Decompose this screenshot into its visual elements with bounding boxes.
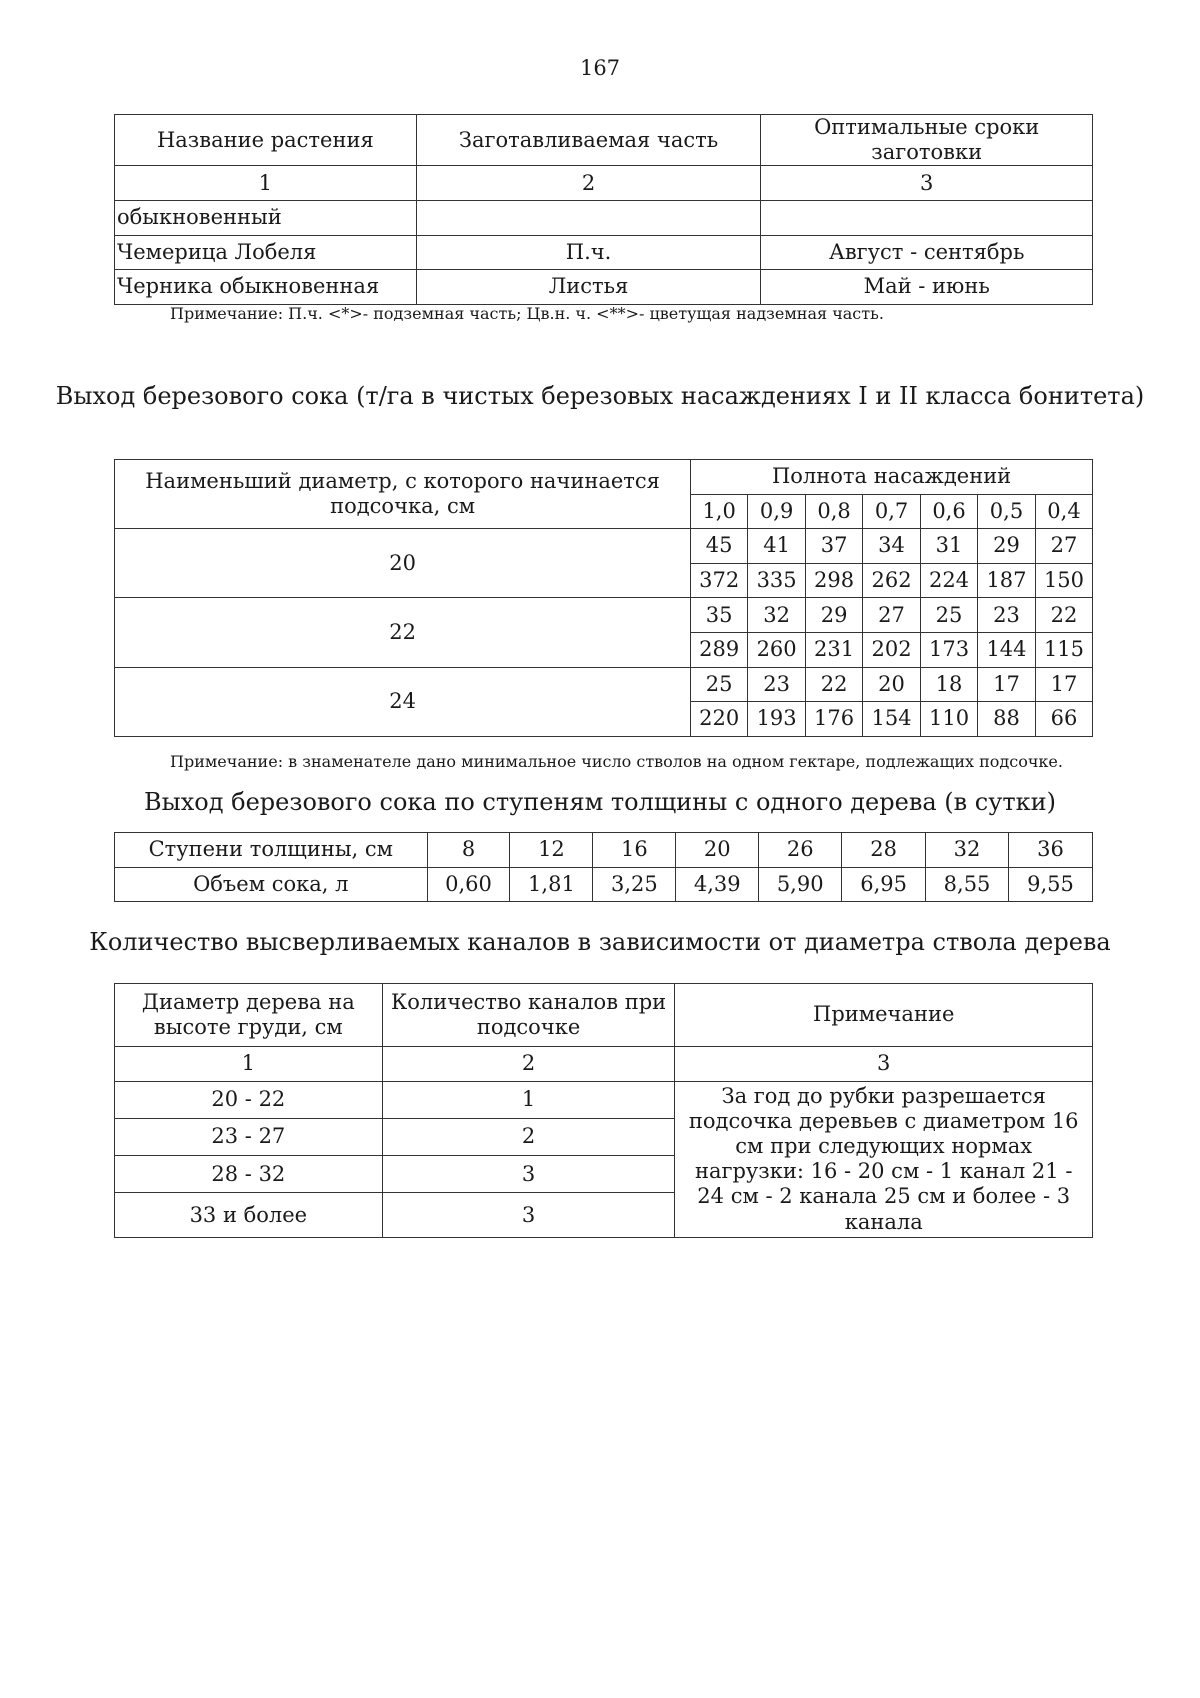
yield-cell: 18	[921, 667, 978, 702]
yield-cell: 45	[691, 529, 748, 564]
thickness-value: 28	[842, 833, 926, 868]
header-plant-name: Название растения	[115, 115, 417, 166]
period-cell	[761, 200, 1093, 235]
table-row	[115, 200, 1093, 235]
density-value: 0,7	[863, 494, 921, 529]
part-cell	[416, 200, 761, 235]
column-number: 3	[761, 166, 1093, 201]
yield-cell: 41	[748, 529, 806, 564]
trunk-count-cell: 193	[748, 702, 806, 737]
diameter-cell: 24	[115, 667, 691, 736]
thickness-value: 16	[593, 833, 676, 868]
header-remark: Примечание	[675, 984, 1093, 1047]
table-row	[115, 1081, 1093, 1118]
diameter-cell: 20	[115, 529, 691, 598]
plants-table	[114, 114, 1093, 305]
sap-volume-label: Объем сока, л	[115, 867, 428, 902]
density-value: 0,8	[806, 494, 863, 529]
trunk-count-cell: 154	[863, 702, 921, 737]
diameter-range-cell: 20 - 22	[115, 1081, 383, 1118]
trunk-count-cell: 88	[978, 702, 1036, 737]
table-row	[115, 598, 1093, 633]
table-header-row	[115, 460, 1093, 495]
thickness-value: 36	[1009, 833, 1093, 868]
column-number: 1	[115, 166, 417, 201]
column-number: 3	[675, 1047, 1093, 1082]
table-row	[115, 235, 1093, 270]
part-cell: Листья	[416, 270, 761, 305]
header-harvest-period: Оптимальные сроки заготовки	[761, 115, 1093, 166]
yield-cell: 29	[978, 529, 1036, 564]
trunk-count-cell: 187	[978, 563, 1036, 598]
table-header-row	[115, 984, 1093, 1047]
yield-cell: 29	[806, 598, 863, 633]
yield-cell: 27	[863, 598, 921, 633]
plant-name-cell: обыкновенный	[115, 200, 417, 235]
sap-yield-table	[114, 459, 1093, 737]
table-number-row	[115, 1047, 1093, 1082]
table-row	[115, 529, 1093, 564]
period-cell: Август - сентябрь	[761, 235, 1093, 270]
yield-cell: 34	[863, 529, 921, 564]
diameter-range-cell: 23 - 27	[115, 1118, 383, 1155]
density-value: 0,6	[921, 494, 978, 529]
density-value: 0,5	[978, 494, 1036, 529]
thickness-table	[114, 832, 1093, 902]
thickness-label: Ступени толщины, см	[115, 833, 428, 868]
plants-table-note: Примечание: П.ч. <*>- подземная часть; Цв.н. ч. <**>- цветущая надземная часть.	[170, 304, 884, 323]
trunk-count-cell: 335	[748, 563, 806, 598]
sap-yield-heading: Выход березового сока (т/га в чистых березовых насаждениях I и II класса бонитета)	[55, 382, 1145, 410]
trunk-count-cell: 110	[921, 702, 978, 737]
table-row	[115, 667, 1093, 702]
header-channel-count: Количество каналов при подсочке	[382, 984, 675, 1047]
header-harvested-part: Заготавливаемая часть	[416, 115, 761, 166]
channel-count-cell: 1	[382, 1081, 675, 1118]
density-value: 0,9	[748, 494, 806, 529]
yield-cell: 22	[806, 667, 863, 702]
trunk-count-cell: 66	[1035, 702, 1092, 737]
trunk-count-cell: 144	[978, 632, 1036, 667]
column-number: 2	[382, 1047, 675, 1082]
trunk-count-cell: 260	[748, 632, 806, 667]
diameter-cell: 22	[115, 598, 691, 667]
yield-cell: 17	[1035, 667, 1092, 702]
thickness-value: 26	[759, 833, 842, 868]
header-tree-diameter: Диаметр дерева на высоте груди, см	[115, 984, 383, 1047]
channel-count-cell: 3	[382, 1193, 675, 1237]
trunk-count-cell: 115	[1035, 632, 1092, 667]
column-number: 2	[416, 166, 761, 201]
yield-cell: 25	[691, 667, 748, 702]
header-min-diameter: Наименьший диаметр, с которого начинается подсочка, см	[115, 460, 691, 529]
column-number: 1	[115, 1047, 383, 1082]
sap-volume-value: 4,39	[676, 867, 759, 902]
trunk-count-cell: 224	[921, 563, 978, 598]
yield-cell: 25	[921, 598, 978, 633]
yield-cell: 35	[691, 598, 748, 633]
header-stand-density: Полнота насаждений	[691, 460, 1093, 495]
sap-volume-value: 0,60	[427, 867, 510, 902]
yield-cell: 20	[863, 667, 921, 702]
period-cell: Май - июнь	[761, 270, 1093, 305]
density-value: 1,0	[691, 494, 748, 529]
sap-table-note: Примечание: в знаменателе дано минимальное число стволов на одном гектаре, подлежащих подсочке.	[170, 752, 1063, 771]
table-row	[115, 867, 1093, 902]
thickness-heading: Выход березового сока по ступеням толщины с одного дерева (в сутки)	[144, 788, 1056, 816]
trunk-count-cell: 202	[863, 632, 921, 667]
channel-count-cell: 3	[382, 1156, 675, 1193]
trunk-count-cell: 150	[1035, 563, 1092, 598]
yield-cell: 22	[1035, 598, 1092, 633]
sap-volume-value: 1,81	[510, 867, 593, 902]
trunk-count-cell: 289	[691, 632, 748, 667]
sap-volume-value: 6,95	[842, 867, 926, 902]
diameter-range-cell: 28 - 32	[115, 1156, 383, 1193]
trunk-count-cell: 372	[691, 563, 748, 598]
sap-volume-value: 5,90	[759, 867, 842, 902]
yield-cell: 37	[806, 529, 863, 564]
yield-cell: 27	[1035, 529, 1092, 564]
channel-count-cell: 2	[382, 1118, 675, 1155]
trunk-count-cell: 220	[691, 702, 748, 737]
channels-heading: Количество высверливаемых каналов в зависимости от диаметра ствола дерева	[89, 928, 1111, 956]
thickness-value: 32	[926, 833, 1009, 868]
remark-cell: За год до рубки разрешается подсочка деревьев с диаметром 16 см при следующих нормах нагрузки: 16 - 20 см - 1 канал 21 - 24 см - 2 канала 25 см и более - 3 канала	[675, 1081, 1093, 1237]
plant-name-cell: Чемерица Лобеля	[115, 235, 417, 270]
page-number: 167	[579, 56, 621, 80]
thickness-value: 12	[510, 833, 593, 868]
yield-cell: 17	[978, 667, 1036, 702]
yield-cell: 23	[978, 598, 1036, 633]
channels-table	[114, 983, 1093, 1238]
trunk-count-cell: 173	[921, 632, 978, 667]
yield-cell: 31	[921, 529, 978, 564]
density-value: 0,4	[1035, 494, 1092, 529]
trunk-count-cell: 298	[806, 563, 863, 598]
diameter-range-cell: 33 и более	[115, 1193, 383, 1237]
part-cell: П.ч.	[416, 235, 761, 270]
table-number-row	[115, 166, 1093, 201]
yield-cell: 23	[748, 667, 806, 702]
thickness-value: 20	[676, 833, 759, 868]
sap-volume-value: 9,55	[1009, 867, 1093, 902]
table-row	[115, 270, 1093, 305]
plant-name-cell: Черника обыкновенная	[115, 270, 417, 305]
yield-cell: 32	[748, 598, 806, 633]
thickness-value: 8	[427, 833, 510, 868]
trunk-count-cell: 231	[806, 632, 863, 667]
table-row	[115, 833, 1093, 868]
trunk-count-cell: 176	[806, 702, 863, 737]
trunk-count-cell: 262	[863, 563, 921, 598]
sap-volume-value: 3,25	[593, 867, 676, 902]
table-header-row	[115, 115, 1093, 166]
sap-volume-value: 8,55	[926, 867, 1009, 902]
